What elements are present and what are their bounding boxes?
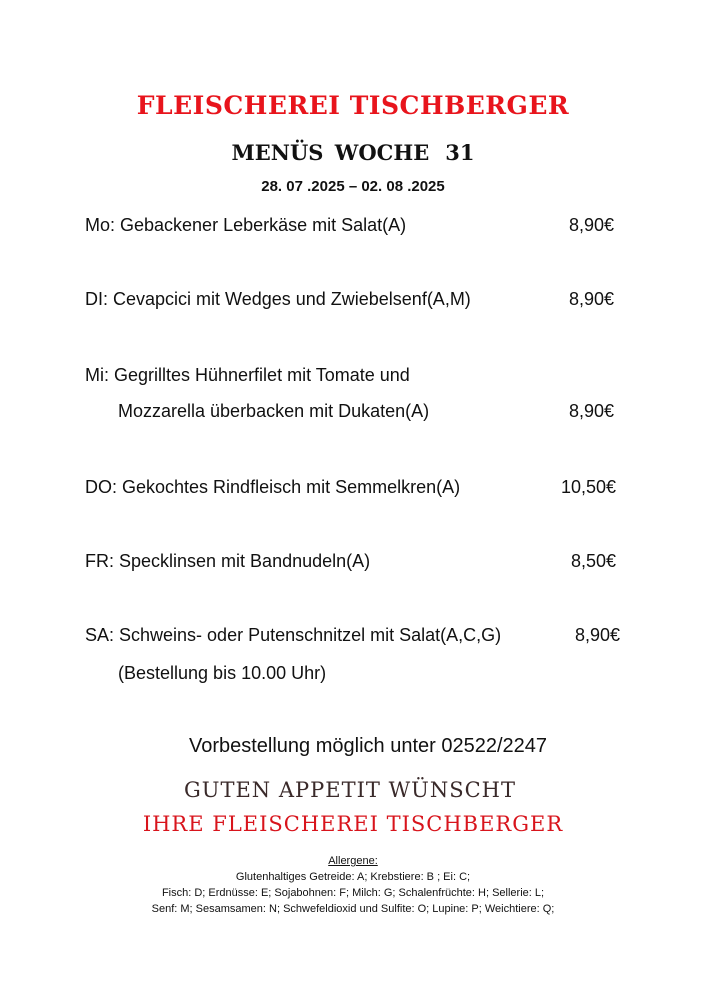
menu-item-wednesday-line2: Mozzarella überbacken mit Dukaten(A) — [118, 401, 430, 421]
price-tuesday: 8,90€ — [568, 289, 614, 309]
menu-week-title — [0, 140, 706, 165]
allergen-line: Fisch: D; Erdnüsse: E; Sojabohnen: F; Milch: G; Schalenfrüchte: H; Sellerie: L; — [161, 887, 545, 899]
shop-title: FLEISCHEREI TISCHBERGER — [136, 91, 570, 120]
closing-signature: IHRE FLEISCHEREI TISCHBERGER — [142, 812, 564, 836]
menu-title-label: MENÜS WOCHE — [231, 140, 430, 165]
price-friday: 8,50€ — [570, 551, 616, 571]
menu-item-wednesday-line1: Mi: Gegrilltes Hühnerfilet mit Tomate und — [85, 365, 410, 385]
menu-item-thursday: DO: Gekochtes Rindfleisch mit Semmelkren(A) — [85, 477, 461, 497]
order-deadline-note: (Bestellung bis 10.00 Uhr) — [118, 663, 327, 683]
price-wednesday: 8,90€ — [568, 401, 614, 421]
menu-item-tuesday: DI: Cevapcici mit Wedges und Zwiebelsenf(A,M) — [85, 289, 471, 309]
menu-item-friday: FR: Specklinsen mit Bandnudeln(A) — [85, 551, 371, 571]
menu-item-saturday: SA: Schweins- oder Putenschnitzel mit Salat(A,C,G) — [85, 625, 502, 645]
price-monday: 8,90€ — [568, 215, 614, 235]
date-range: 28. 07 .2025 – 02. 08 .2025 — [261, 178, 445, 195]
price-saturday: 8,90€ — [574, 625, 620, 645]
allergen-legend — [0, 853, 706, 917]
closing-greeting: GUTEN APPETIT WÜNSCHT — [183, 778, 517, 802]
allergen-line: Senf: M; Sesamsamen: N; Schwefeldioxid und Sulfite: O; Lupine: P; Weichtiere: Q; — [151, 903, 555, 915]
prebook-phone: Vorbestellung möglich unter 02522/2247 — [188, 735, 548, 757]
week-number: 31 — [445, 140, 475, 165]
price-thursday: 10,50€ — [560, 477, 616, 497]
menu-item-monday: Mo: Gebackener Leberkäse mit Salat(A) — [85, 215, 407, 235]
allergen-line: Glutenhaltiges Getreide: A; Krebstiere: B ; Ei: C; — [235, 871, 471, 883]
allergen-heading: Allergene: — [328, 855, 378, 867]
